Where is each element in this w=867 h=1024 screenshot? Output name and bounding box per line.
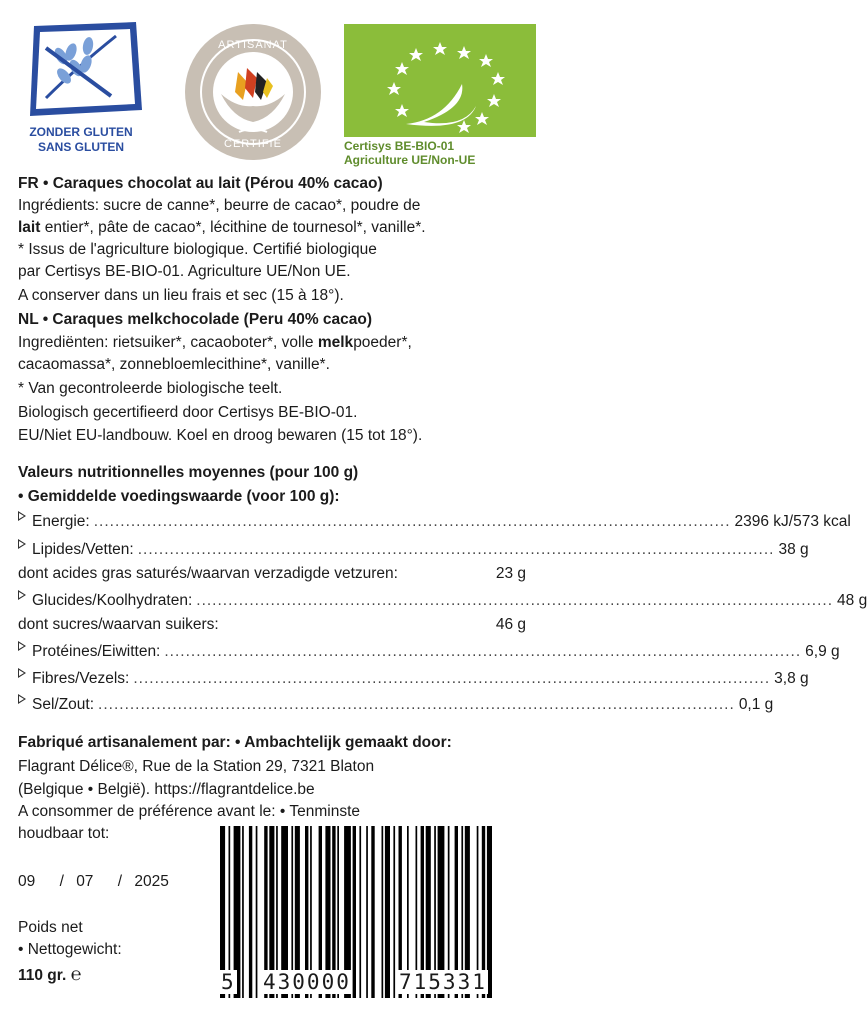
nutrition-row xyxy=(18,668,809,690)
best-before-label-1: A consommer de préférence avant le: • Tenminste xyxy=(18,803,361,820)
fr-note-1: * Issus de l'agriculture biologique. Certifié biologique xyxy=(18,241,377,258)
date-sep-1: / xyxy=(59,873,64,890)
date-year: 2025 xyxy=(134,873,169,890)
fr-allergen-milk: lait xyxy=(18,219,41,236)
weight-label-fr: Poids net xyxy=(18,919,83,936)
fr-title: FR • Caraques chocolat au lait (Pérou 40% cacao) xyxy=(18,175,383,192)
nl-allergen-milk: melk xyxy=(317,334,354,351)
fr-note-2: par Certisys BE-BIO-01. Agriculture UE/Non UE. xyxy=(18,263,351,280)
triangle-bullet-icon xyxy=(18,590,26,600)
nl-ingredients-1-start: Ingrediënten: rietsuiker*, cacaoboter*, volle xyxy=(18,334,318,351)
artisan-text-top: ARTISANAT xyxy=(218,39,288,51)
best-before-label-2: houdbaar tot: xyxy=(18,825,110,842)
barcode-digits-right: 715331 xyxy=(399,970,487,994)
dot-leader: ........................................................................................................................ xyxy=(137,541,775,558)
barcode-bar xyxy=(385,826,390,998)
gluten-text-nl: ZONDER GLUTEN xyxy=(29,125,133,139)
nl-note-1: * Van gecontroleerde biologische teelt. xyxy=(18,380,283,397)
nl-ingredients-1-rest: poeder*, xyxy=(353,334,412,351)
nutrition-row xyxy=(18,590,867,612)
nutrition-title-nl: • Gemiddelde voedingswaarde (voor 100 g): xyxy=(18,488,340,505)
nutrition-row xyxy=(18,641,840,663)
fr-ingredients-2-rest: entier*, pâte de cacao*, lécithine de tournesol*, vanille*. xyxy=(40,219,426,236)
date-day: 09 xyxy=(18,873,36,890)
barcode-bar xyxy=(382,826,384,998)
triangle-bullet-icon xyxy=(18,694,26,704)
nutrition-row xyxy=(18,694,774,716)
nutrition-row xyxy=(18,511,851,533)
nutrition-title-fr: Valeurs nutritionnelles moyennes (pour 100 g) xyxy=(18,464,359,481)
net-weight-value: 110 gr. xyxy=(18,967,67,984)
dot-leader: ........................................................................................................................ xyxy=(196,592,834,609)
dot-leader: ........................................................................................................................ xyxy=(98,696,735,713)
nutrient-label: dont sucres/waarvan suikers: xyxy=(18,616,219,633)
nutrient-value: 38 g xyxy=(778,541,809,558)
nutrition-row xyxy=(18,614,526,636)
best-before-date xyxy=(18,871,169,893)
barcode-bar xyxy=(242,826,244,998)
nl-note-2: Biologisch gecertifieerd door Certisys BE-BIO-01. xyxy=(18,404,358,421)
eu-organic-logo xyxy=(344,24,536,137)
nutrient-value: 2396 kJ/573 kcal xyxy=(734,513,851,530)
barcode-bar xyxy=(359,826,361,998)
nutrient-label: Sel/Zout: xyxy=(32,696,95,713)
nutrient-value: 23 g xyxy=(495,565,526,582)
agriculture-origin: Agriculture UE/Non-UE xyxy=(344,153,476,167)
maker-address-2: (Belgique • België). https://flagrantdelice.be xyxy=(18,781,315,798)
nl-note-3: EU/Niet EU-landbouw. Koel en droog bewaren (15 tot 18°). xyxy=(18,427,423,444)
nutrient-label: dont acides gras saturés/waarvan verzadigde vetzuren: xyxy=(18,565,398,582)
nutrition-row xyxy=(18,539,809,561)
barcode-bar xyxy=(366,826,368,998)
artisan-certified-logo xyxy=(183,22,323,162)
date-sep-2: / xyxy=(117,873,123,890)
triangle-bullet-icon xyxy=(18,539,26,549)
nl-ingredients-1 xyxy=(18,332,412,354)
nl-ingredients-2: cacaomassa*, zonnebloemlecithine*, vanille*. xyxy=(18,356,330,373)
certisys-code: Certisys BE-BIO-01 xyxy=(344,139,455,153)
dot-leader: ........................................................................................................................ xyxy=(93,513,731,530)
nutrient-value: 6,9 g xyxy=(805,643,840,660)
nutrient-label: Fibres/Vezels: xyxy=(32,670,130,687)
barcode-digits-left: 430000 xyxy=(263,970,351,994)
barcode-digit-first: 5 xyxy=(221,970,236,994)
barcode-bar xyxy=(393,826,395,998)
triangle-bullet-icon xyxy=(18,641,26,651)
net-weight xyxy=(18,963,81,987)
date-month: 07 xyxy=(76,873,94,890)
fr-ingredients-1: Ingrédients: sucre de canne*, beurre de cacao*, poudre de xyxy=(18,197,421,214)
nutrition-row xyxy=(18,563,526,585)
nutrient-value: 0,1 g xyxy=(738,696,774,713)
dot-leader: ........................................................................................................................ xyxy=(133,670,771,687)
gluten-free-logo xyxy=(16,18,146,158)
gluten-text-fr: SANS GLUTEN xyxy=(37,140,125,154)
maker-title: Fabriqué artisanalement par: • Ambachtelijk gemaakt door: xyxy=(18,734,452,751)
nutrient-label: Glucides/Koolhydraten: xyxy=(32,592,193,609)
triangle-bullet-icon xyxy=(18,668,26,678)
fr-storage: A conserver dans un lieu frais et sec (15 à 18°). xyxy=(18,287,344,304)
barcode-bar xyxy=(249,826,252,998)
artisan-text-bottom: CERTIFIÉ xyxy=(224,138,282,150)
nutrient-value: 46 g xyxy=(495,616,526,633)
nutrient-label: Protéines/Eiwitten: xyxy=(32,643,161,660)
triangle-bullet-icon xyxy=(18,511,26,521)
barcode-bar xyxy=(371,826,374,998)
dot-leader: ........................................................................................................................ xyxy=(164,643,802,660)
barcode-bar xyxy=(353,826,356,998)
maker-address-1: Flagrant Délice®, Rue de la Station 29, 7321 Blaton xyxy=(18,758,375,775)
nutrient-label: Lipides/Vetten: xyxy=(32,541,134,558)
weight-label-nl: • Nettogewicht: xyxy=(18,941,122,958)
nutrient-value: 48 g xyxy=(837,592,867,609)
nutrient-label: Energie: xyxy=(32,513,90,530)
fr-ingredients-2 xyxy=(18,217,426,239)
barcode-bar xyxy=(256,826,258,998)
nutrient-value: 3,8 g xyxy=(774,670,809,687)
nl-title: NL • Caraques melkchocolade (Peru 40% cacao) xyxy=(18,311,373,328)
estimated-sign-icon: ℮ xyxy=(70,964,82,984)
